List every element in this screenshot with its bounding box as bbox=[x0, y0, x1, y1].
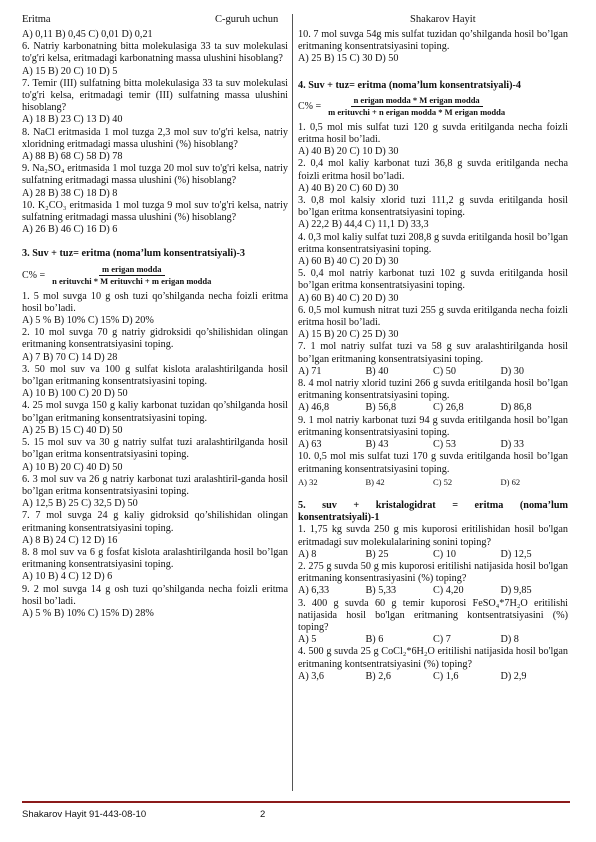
header-author: Shakarov Hayit bbox=[410, 14, 476, 25]
option-b: B) 42 bbox=[365, 476, 385, 487]
question: 9. 1 mol natriy karbonat tuzi 94 g suvda eritilganda hosil bo’lgan eritmaning konsentratsiyasini toping. bbox=[298, 414, 568, 438]
answer-options bbox=[298, 671, 568, 683]
answer-options: A) 5 % B) 10% C) 15% D) 28% bbox=[22, 607, 154, 619]
section-title: 4. Suv + tuz= eritma (noma’lum konsentratsiyali)-4 bbox=[298, 79, 521, 91]
question: 6. Natriy karbonatning bitta molekulasiga 33 ta suv molekulasi to'g'ri kelsa, eritmadagi karbonatning massa ulushini hisoblang? bbox=[22, 41, 288, 65]
question: 9. 2 mol suvga 14 g osh tuzi qo’shilganda necha foizli eritma hosil bo’ladi. bbox=[22, 583, 288, 607]
answer-options bbox=[298, 476, 568, 488]
question: 3. 50 mol suv va 100 g sulfat kislota aralashtirilganda hosil bo’lgan eritmaning konsentratsiyasini toping. bbox=[22, 363, 288, 388]
question: 8. 4 mol natriy xlorid tuzini 266 g suvda eritilganda hosil bo’lgan eritmaning konsentratsiyasini toping. bbox=[298, 378, 568, 402]
question: 10. 0,5 mol mis sulfat tuzi 170 g suvda eritilganda hosil bo’lgan eritmaning konsentratsiyasini toping. bbox=[298, 451, 568, 475]
question: 1. 0,5 mol mis sulfat tuzi 120 g suvda eritilganda necha foizli eritma hosil bo’ladi. bbox=[298, 121, 568, 146]
answer-options: A) 7 B) 70 C) 14 D) 28 bbox=[22, 351, 118, 363]
question: 7. Temir (III) sulfatning bitta molekulasiga 33 ta suv molekulasi to'g'ri kelsa, eritmadagi temir (III) sulfatning massa ulushini hisoblang? bbox=[22, 77, 288, 114]
answer-options: A) 5 % B) 10% C) 15% D) 20% bbox=[22, 315, 154, 327]
question: 4. 500 g suvda 25 g CoCl₂*6H₂O eritilishi natijasida hosil bo'lgan eritmaning kontsentratsiyasini (%) toping? bbox=[298, 646, 568, 670]
option-d: D) 9,85 bbox=[500, 585, 532, 597]
answer-options: A) 60 B) 40 C) 20 D) 30 bbox=[298, 292, 399, 304]
left-column bbox=[22, 29, 288, 620]
option-a: A) 5 bbox=[298, 634, 317, 646]
option-a: A) 63 bbox=[298, 439, 322, 451]
answer-options: A) 10 B) 100 C) 20 D) 50 bbox=[22, 388, 128, 400]
option-d: D) 12,5 bbox=[500, 548, 532, 560]
option-c: C) 26,8 bbox=[433, 402, 464, 414]
option-a: A) 71 bbox=[298, 365, 322, 377]
formula bbox=[22, 263, 288, 289]
footer bbox=[22, 809, 266, 820]
option-a: A) 6,33 bbox=[298, 585, 330, 597]
question: 1. 5 mol suvga 10 g osh tuzi qo’shilganda necha foizli eritma hosil bo’ladi. bbox=[22, 290, 288, 314]
formula-lhs: C% = bbox=[298, 100, 322, 112]
answer-options: A) 8 B) 24 C) 12 D) 16 bbox=[22, 534, 118, 546]
option-d: D) 62 bbox=[500, 476, 521, 487]
answer-options: A) 25 B) 15 C) 40 D) 50 bbox=[22, 424, 123, 436]
option-d: D) 2,9 bbox=[500, 670, 527, 682]
question: 10. K₂CO₃ eritmasida 1 mol tuzga 9 mol suv to'g'ri kelsa, natriy sulfatning eritmadagi massa ulushini (%) hisoblang? bbox=[22, 199, 288, 224]
header-group: C-guruh uchun bbox=[215, 14, 279, 25]
option-a: A) 8 bbox=[298, 548, 317, 560]
question: 9. Na₂SO₄ eritmasida 1 mol tuzga 20 mol suv to'g'ri kelsa, natriy sulfatning eritmadagi massa ulushini (%) hisoblang? bbox=[22, 163, 288, 187]
answer-options: A) 25 B) 15 C) 30 D) 50 bbox=[298, 53, 399, 65]
answer-options: A) 15 B) 20 C) 25 D) 30 bbox=[298, 329, 399, 341]
header-subject: Eritma bbox=[22, 14, 51, 25]
formula-denominator: m erituvchi + n erigan modda * M erigan modda bbox=[328, 107, 506, 118]
answer-options: A) 10 B) 4 C) 12 D) 6 bbox=[22, 571, 113, 583]
question: 6. 0,5 mol kumush nitrat tuzi 255 g suvda eritilganda necha foizli eritma hosil bo’ladi. bbox=[298, 304, 568, 329]
answer-options: A) 26 B) 46 C) 16 D) 6 bbox=[22, 224, 118, 236]
option-d: D) 86,8 bbox=[500, 402, 532, 414]
right-column bbox=[298, 29, 568, 683]
footer-rule bbox=[22, 801, 570, 803]
option-c: C) 1,6 bbox=[433, 670, 459, 682]
answer-options: A) 40 B) 20 C) 60 D) 30 bbox=[298, 182, 399, 194]
formula-fraction bbox=[49, 264, 214, 287]
option-d: D) 8 bbox=[500, 634, 519, 646]
answer-options bbox=[298, 585, 568, 597]
answer-options: A) 10 B) 20 C) 40 D) 50 bbox=[22, 461, 123, 473]
answer-options bbox=[298, 549, 568, 561]
option-a: A) 32 bbox=[298, 476, 318, 487]
question: 1. 1,75 kg suvda 250 g mis kuporosi eritilishidan hosil bo'lgan eritmadagi suv molekulalarining sonini toping? bbox=[298, 524, 568, 548]
option-c: C) 4,20 bbox=[433, 585, 464, 597]
footer-author: Shakarov Hayit 91-443-08-10 bbox=[22, 809, 147, 820]
formula bbox=[298, 94, 568, 120]
option-b: B) 43 bbox=[365, 439, 389, 451]
line: A) 0,11 B) 0,45 C) 0,01 D) 0,21 bbox=[22, 29, 153, 40]
formula-fraction bbox=[325, 95, 508, 118]
question: 8. NaCl eritmasida 1 mol tuzga 2,3 mol suv to'g'ri kelsa, natriy xloridning eritmadagi massa ulushini (%) hisoblang? bbox=[22, 126, 288, 150]
question: 2. 10 mol suvga 70 g natriy gidroksidi qo’shilishidan olingan eritmaning konsentratsiyasini toping. bbox=[22, 327, 288, 351]
option-c: C) 53 bbox=[433, 439, 456, 451]
question: 4. 25 mol suvga 150 g kaliy karbonat tuzidan qo’shilganda hosil bo’lgan eritmaning konsentratsiyasini toping. bbox=[22, 400, 288, 424]
section-title: 5. suv + kristalogidrat = eritma (noma’lum konsentratsiyali)-1 bbox=[298, 499, 568, 524]
section-title: 3. Suv + tuz= eritma (noma’lum konsentratsiyali)-3 bbox=[22, 248, 245, 260]
answer-options bbox=[298, 634, 568, 646]
question: 10. 7 mol suvga 54g mis sulfat tuzidan qo’shilganda hosil bo’lgan eritmaning konsentratsiyasini toping. bbox=[298, 29, 568, 53]
question: 3. 400 g suvda 60 g temir kuporosi FeSO₄*7H₂O eritilishi natijasida hosil bo'lgan eritmaning kontsentratsiyasini (%) toping? bbox=[298, 597, 568, 633]
page-number: 2 bbox=[260, 809, 266, 820]
option-c: C) 7 bbox=[433, 634, 451, 646]
answer-options: A) 12,5 B) 25 C) 32,5 D) 50 bbox=[22, 498, 138, 510]
question: 2. 0,4 mol kaliy karbonat tuzi 36,8 g suvda eritilganda necha foizli eritma hosil bo’ladi. bbox=[298, 158, 568, 182]
question: 5. 0,4 mol natriy karbonat tuzi 102 g suvda eritilganda hosil bo’lgan eritma konsentratsiyasini toping. bbox=[298, 268, 568, 292]
question: 7. 7 mol suvga 24 g kaliy gidroksid qo’shilishidan olingan eritmaning konsentratsiyasini toping. bbox=[22, 510, 288, 534]
answer-options: A) 40 B) 20 C) 10 D) 30 bbox=[298, 146, 399, 158]
option-b: B) 5,33 bbox=[365, 585, 397, 597]
question: 6. 3 mol suv va 26 g natriy karbonat tuzi aralashtiril-ganda hosil bo’lgan eritma konsentratsiyasini toping. bbox=[22, 473, 288, 497]
answer-options bbox=[298, 366, 568, 378]
answer-options: A) 88 B) 68 C) 58 D) 78 bbox=[22, 151, 123, 163]
formula-lhs: C% = bbox=[22, 269, 46, 281]
option-b: B) 6 bbox=[365, 634, 384, 646]
answer-options: A) 18 B) 23 C) 13 D) 40 bbox=[22, 114, 123, 126]
question: 3. 0,8 mol kalsiy xlorid tuzi 111,2 g suvda eritilganda hosil bo’lgan eritma konsentratsiyasini toping. bbox=[298, 195, 568, 219]
option-c: C) 52 bbox=[433, 476, 453, 487]
option-b: B) 2,6 bbox=[365, 670, 391, 682]
answer-options: A) 22,2 B) 44,4 C) 11,1 D) 33,3 bbox=[298, 219, 429, 231]
question: 5. 15 mol suv va 30 g natriy sulfat tuzi aralashtirilganda hosil bo’lgan eritma konsentratsiyasini toping. bbox=[22, 437, 288, 461]
option-c: C) 10 bbox=[433, 548, 456, 560]
option-b: B) 25 bbox=[365, 548, 389, 560]
option-d: D) 30 bbox=[500, 365, 524, 377]
question: 7. 1 mol natriy sulfat tuzi va 58 g suv aralashtirilganda hosil bo’lgan eritmaning konsentratsiyasini toping. bbox=[298, 341, 568, 365]
column-divider bbox=[292, 14, 293, 791]
answer-options bbox=[298, 402, 568, 414]
question: 2. 275 g suvda 50 g mis kuporosi eritilishi natijasida hosil bo'lgan eritmaning konsentrasiyasini (%) toping? bbox=[298, 560, 568, 585]
option-a: A) 46,8 bbox=[298, 402, 330, 414]
formula-denominator: n erituvchi * M erituvchi + m erigan modda bbox=[52, 276, 212, 287]
option-c: C) 50 bbox=[433, 365, 456, 377]
question: 4. 0,3 mol kaliy sulfat tuzi 208,8 g suvda eritilganda hosil bo’lgan eritma konsentratsiyasini toping. bbox=[298, 231, 568, 255]
answer-options: A) 28 B) 38 C) 18 D) 8 bbox=[22, 187, 118, 199]
answer-options: A) 60 B) 40 C) 20 D) 30 bbox=[298, 256, 399, 268]
answer-options bbox=[298, 439, 568, 451]
answer-options: A) 15 B) 20 C) 10 D) 5 bbox=[22, 65, 118, 77]
option-b: B) 56,8 bbox=[365, 402, 397, 414]
formula-numerator: m erigan modda bbox=[99, 264, 165, 276]
option-a: A) 3,6 bbox=[298, 670, 325, 682]
question: 8. 8 mol suv va 6 g fosfat kislota aralashtirilganda hosil bo’lgan eritmaning konsentratsiyasini toping. bbox=[22, 546, 288, 571]
formula-numerator: n erigan modda * M erigan modda bbox=[351, 95, 483, 107]
option-d: D) 33 bbox=[500, 439, 524, 451]
option-b: B) 40 bbox=[365, 365, 389, 377]
